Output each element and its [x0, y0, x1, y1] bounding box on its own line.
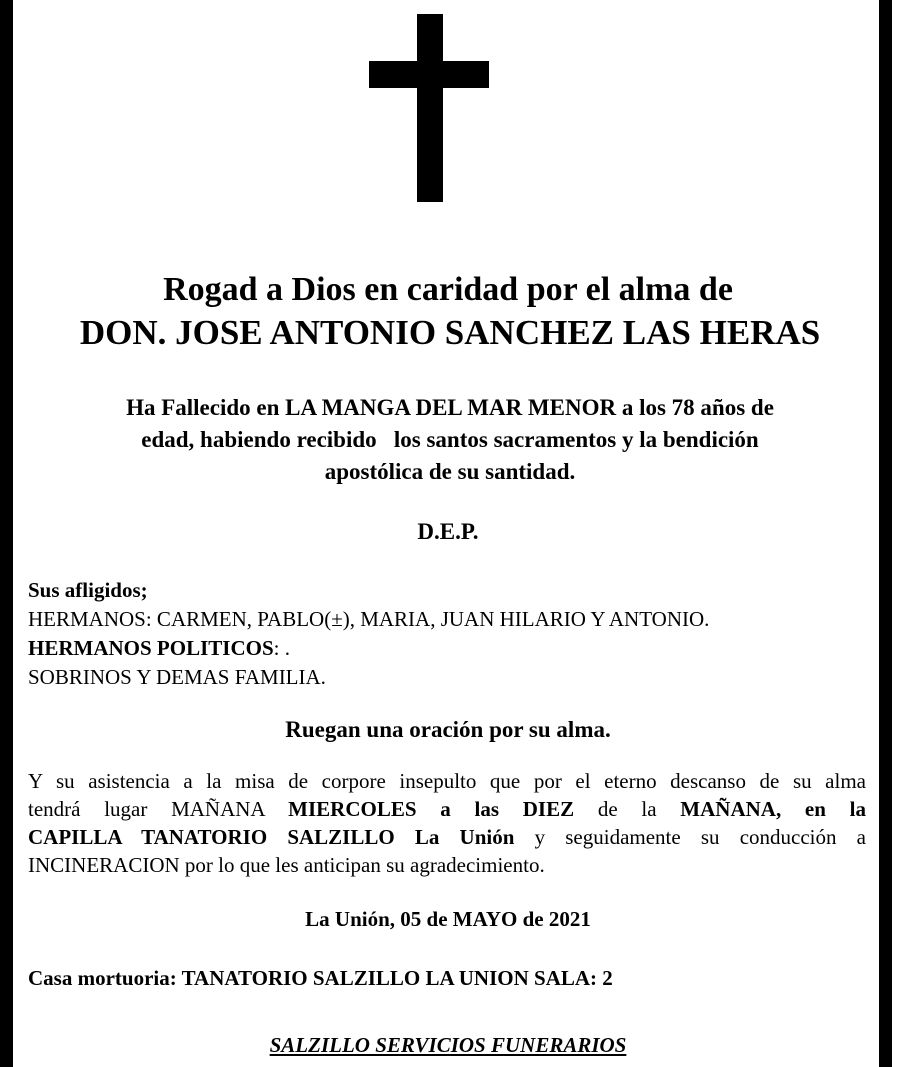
family-in-laws	[28, 634, 868, 663]
death-age: a los 78 años de	[616, 395, 774, 420]
invocation-heading: Rogad a Dios en caridad por el alma de	[163, 271, 733, 308]
funeral-company: SALZILLO SERVICIOS FUNERARIOS	[269, 1033, 627, 1057]
mass-connector: de la	[574, 797, 681, 821]
death-notice-line-1	[50, 392, 850, 424]
funeral-home: Casa mortuoria: TANATORIO SALZILLO LA UNION SALA: 2	[28, 966, 613, 990]
in-laws-label: HERMANOS POLITICOS	[28, 636, 274, 660]
mass-line-3	[28, 823, 866, 851]
cross-icon	[0, 0, 900, 210]
mass-announcement	[28, 767, 866, 879]
mass-conduction: y seguidamente su conducción a	[514, 825, 866, 849]
mass-line-2	[28, 795, 866, 823]
mass-location: CAPILLA TANATORIO SALZILLO La Unión	[28, 825, 515, 849]
in-laws-value: : .	[273, 636, 290, 660]
mass-morning: MAÑANA, en la	[680, 797, 867, 821]
death-notice	[50, 392, 850, 488]
mass-day-time: MIERCOLES a las DIEZ	[288, 797, 575, 821]
death-place: LA MANGA DEL MAR MENOR	[285, 395, 617, 420]
mass-when: tendrá lugar MAÑANA	[28, 797, 289, 821]
mass-line-1: Y su asistencia a la misa de corpore insepulto que por el eterno descanso de su alma	[28, 769, 866, 793]
family-list	[28, 576, 868, 692]
family-others: SOBRINOS Y DEMAS FAMILIA.	[28, 665, 326, 689]
family-siblings: HERMANOS: CARMEN, PABLO(±), MARIA, JUAN HILARIO Y ANTONIO.	[28, 607, 710, 631]
mass-line-4: INCINERACION por lo que les anticipan su agradecimiento.	[28, 853, 545, 877]
place-date: La Unión, 05 de MAYO de 2021	[305, 907, 591, 931]
death-notice-line-3: apostólica de su santidad.	[324, 459, 576, 484]
dep-label: D.E.P.	[417, 519, 479, 544]
death-notice-line-2: edad, habiendo recibido los santos sacramentos y la bendición	[141, 427, 759, 452]
prayer-request: Ruegan una oración por su alma.	[285, 717, 611, 742]
deceased-name: DON. JOSE ANTONIO SANCHEZ LAS HERAS	[79, 313, 821, 352]
family-intro: Sus afligidos;	[28, 578, 148, 602]
death-notice-text: Ha Fallecido en	[126, 395, 286, 420]
